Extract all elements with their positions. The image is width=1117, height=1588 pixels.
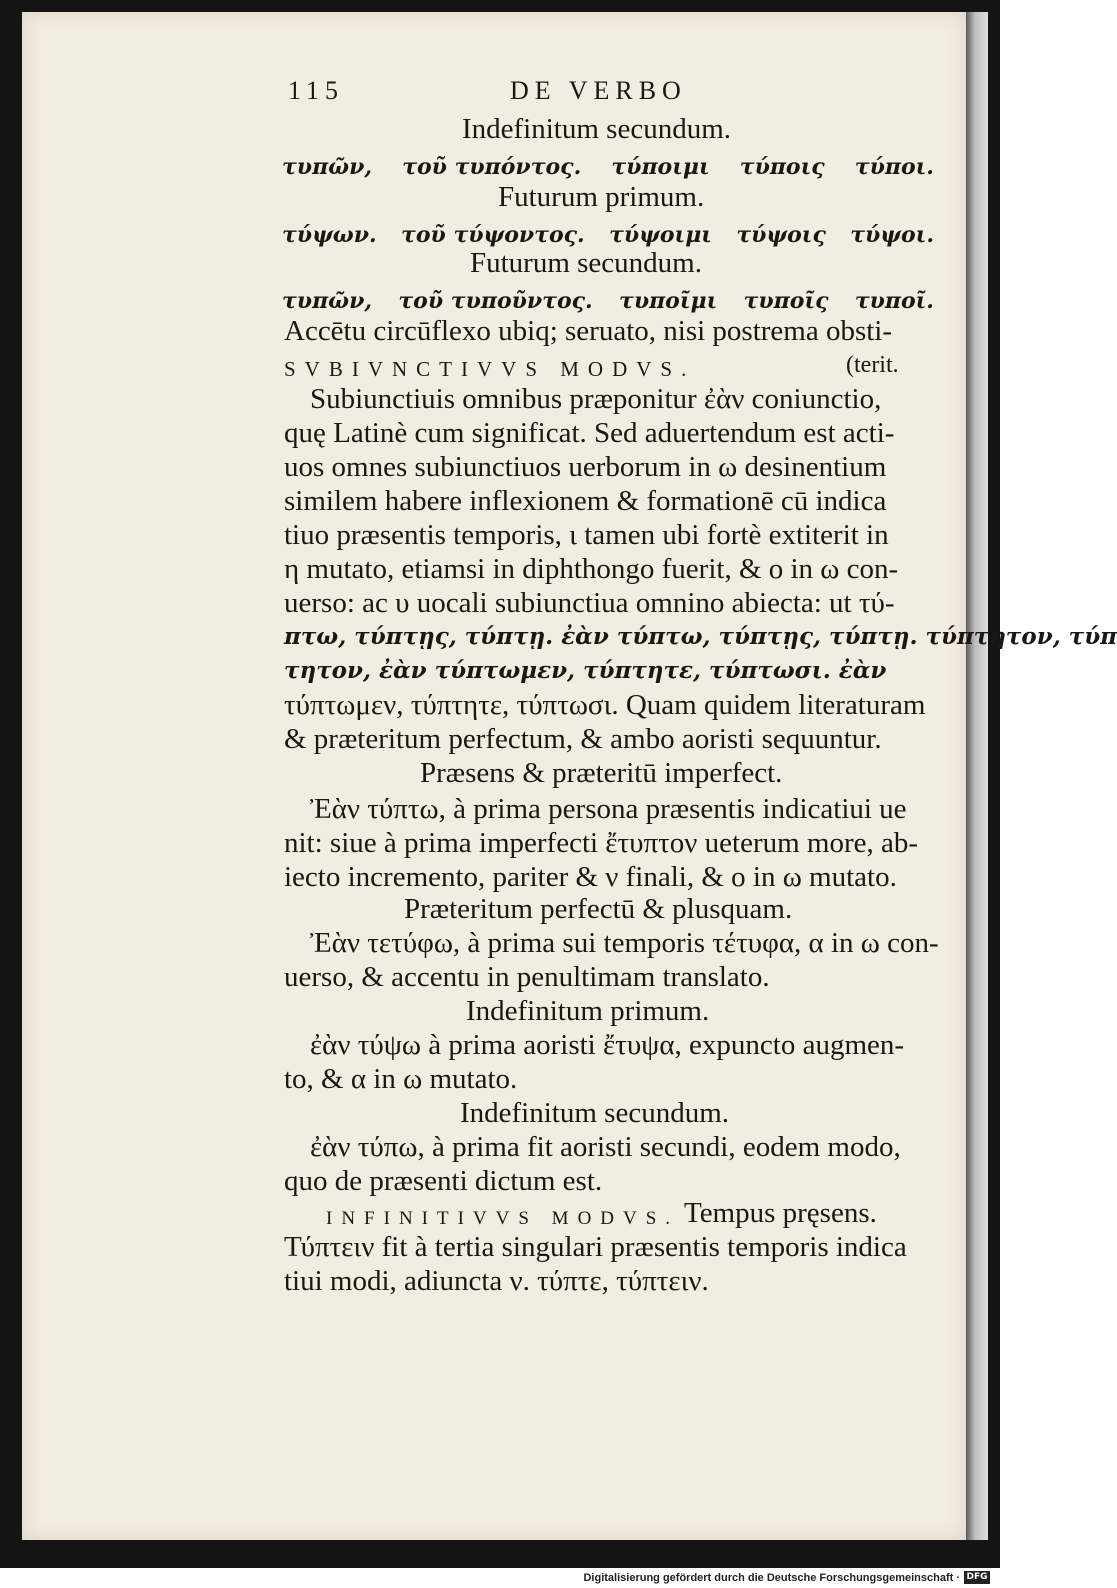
footer-bar — [0, 1568, 1000, 1588]
body-line-3: quę Latinè cum significat. Sed aduertendum est acti- — [284, 417, 895, 449]
body-line-6: tiuo præsentis temporis, ι tamen ubi fortè extiterit in — [284, 519, 889, 551]
book-page — [22, 12, 1117, 1540]
infinitivus-line-2: tiui modi, adiuncta ν. τύπτε, τύπτειν. — [284, 1265, 709, 1297]
text-block — [22, 12, 1117, 1540]
praesens-line-2: nit: siue à prima imperfecti ἔτυπτον ueterum more, ab- — [284, 827, 919, 859]
praesens-line-1: Ἐὰν τύπτω, à prima persona præsentis indicatiui ue — [310, 793, 907, 825]
paradigm-cell: τυποῖ. — [854, 288, 934, 314]
paradigm-cell: τύψοις — [736, 222, 826, 248]
paradigm-cell: τυποῖς — [743, 288, 829, 314]
dfg-logo: DFG — [964, 1571, 990, 1584]
body-line-2: Subiunctiuis omnibus præponitur ἐὰν coniunctio, — [310, 383, 882, 415]
paradigm-cell: τοῦ τυποῦντος. — [398, 288, 593, 314]
indef2-line-1: ἐὰν τύπω, à prima fit aoristi secundi, eodem modo, — [310, 1131, 901, 1163]
heading-indef-secundum: Indefinitum secundum. — [462, 113, 732, 145]
heading-praesens-imperf: Præsens & præteritū imperfect. — [420, 757, 783, 789]
body-line-7: η mutato, etiamsi in diphthongo fuerit, & ο in ω con- — [284, 553, 899, 585]
infinitivus-tempus: Tempus pręsens. — [684, 1197, 877, 1229]
indef1-line-2: to, & α in ω mutato. — [284, 1063, 518, 1095]
body-line-9: πτω, τύπτῃς, τύπτῃ. ἐὰν τύπτω, τύπτῃς, τύπτῃ. τύπτητον, τύπ — [284, 623, 1117, 650]
paradigm-cell: τύποι. — [854, 154, 934, 180]
perf-line-2: uerso, & accentu in penultimam translato. — [284, 961, 770, 993]
paradigm-cell: τύψοιμι — [609, 222, 712, 248]
paradigm-cell: τυποῖμι — [619, 288, 718, 314]
paradigm-cell: τύποις — [739, 154, 825, 180]
paradigm-row-1 — [282, 150, 934, 184]
body-line-4: uos omnes subiunctiuos uerborum in ω desinentium — [284, 451, 887, 483]
subiunctivus-tail: (terit. — [846, 352, 899, 378]
heading-futurum-secundum: Futurum secundum. — [470, 247, 702, 279]
page-number: 115 — [288, 76, 345, 105]
footer-credit: Digitalisierung gefördert durch die Deutsche Forschungsgemeinschaft · — [583, 1572, 960, 1584]
paradigm-cell: τύψοι. — [850, 222, 934, 248]
paradigm-cell: τοῦ τύψοντος. — [401, 222, 585, 248]
body-line-10: τητον, ἐὰν τύπτωμεν, τύπτητε, τύπτωσι. ἐὰν — [284, 657, 887, 684]
subiunctivus-heading: SVBIVNCTIVVS MODVS. — [284, 357, 696, 381]
infinitivus-heading: INFINITIVVS MODVS. — [326, 1208, 680, 1229]
heading-praet-perf: Præteritum perfectū & plusquam. — [404, 893, 793, 925]
paradigm-row-3 — [282, 284, 934, 318]
body-line-8: uerso: ac υ uocali subiunctiua omnino abiecta: ut τύ- — [284, 587, 895, 619]
paradigm-cell: τοῦ τυπόντος. — [402, 154, 582, 180]
praesens-line-3: iecto incremento, pariter & ν finali, & ο in ω mutato. — [284, 861, 897, 893]
ruler-strip — [966, 12, 988, 1540]
infinitivus-line-1: Τύπτειν fit à tertia singulari præsentis temporis indica — [284, 1231, 907, 1263]
paradigm-cell: τυπῶν, — [282, 288, 373, 314]
body-line-5: similem habere inflexionem & formationē cū indica — [284, 485, 887, 517]
indef2-line-2: quo de præsenti dictum est. — [284, 1165, 603, 1197]
body-line-1: Accētu circūflexo ubiq; seruato, nisi postrema obsti- — [284, 315, 893, 347]
heading-futurum-primum: Futurum primum. — [498, 181, 705, 213]
body-line-11: τύπτωμεν, τύπτητε, τύπτωσι. Quam quidem literaturam — [284, 689, 926, 721]
body-line-12: & præteritum perfectum, & ambo aoristi sequuntur. — [284, 723, 882, 755]
heading-indef-secundum-2: Indefinitum secundum. — [460, 1097, 730, 1129]
indef1-line-1: ἐὰν τύψω à prima aoristi ἔτυψα, expuncto augmen- — [310, 1029, 905, 1061]
paradigm-cell: τυπῶν, — [282, 154, 373, 180]
paradigm-cell: τύποιμι — [611, 154, 710, 180]
paradigm-cell: τύψων. — [282, 222, 377, 248]
perf-line-1: Ἐὰν τετύφω, à prima sui temporis τέτυφα, α in ω con- — [310, 927, 939, 959]
running-head: DE VERBO — [510, 76, 687, 105]
heading-indef-primum: Indefinitum primum. — [466, 995, 710, 1027]
